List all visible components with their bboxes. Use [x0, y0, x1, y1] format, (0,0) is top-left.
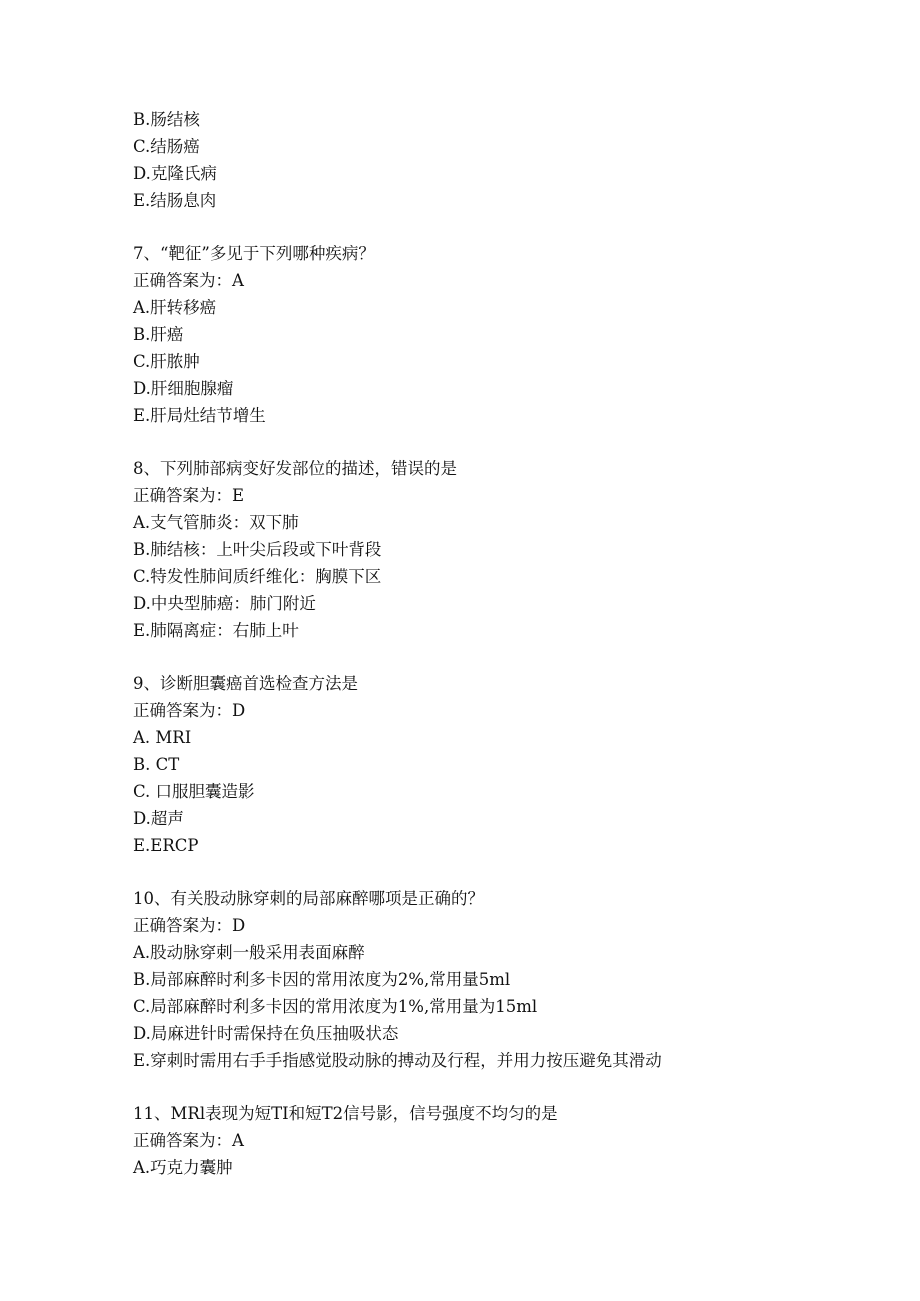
question-stem: 9、诊断胆囊癌首选检查方法是 — [133, 674, 358, 693]
option: C.肝脓肿 — [133, 352, 200, 371]
option: B. CT — [133, 755, 180, 774]
option: A.股动脉穿刺一般采用表面麻醉 — [133, 943, 365, 962]
option: C.结肠癌 — [133, 137, 200, 156]
option: E.穿刺时需用右手手指感觉股动脉的搏动及行程，并用力按压避免其滑动 — [133, 1051, 662, 1070]
option: D.克隆氏病 — [133, 164, 217, 183]
option: E.结肠息肉 — [133, 191, 217, 210]
question-8 — [133, 455, 873, 644]
question-7 — [133, 240, 873, 429]
correct-answer: 正确答案为：A — [133, 271, 244, 290]
correct-answer: 正确答案为：A — [133, 1131, 244, 1150]
option: A.肝转移癌 — [133, 298, 217, 317]
question-stem: 11、MRl表现为短TI和短T2信号影，信号强度不均匀的是 — [133, 1104, 558, 1123]
option: D.中央型肺癌：肺门附近 — [133, 594, 316, 613]
question-stem: 7、“靶征”多见于下列哪种疾病？ — [133, 244, 375, 263]
option: D.超声 — [133, 809, 184, 828]
option: B.肺结核：上叶尖后段或下叶背段 — [133, 540, 382, 559]
option: B.肠结核 — [133, 110, 200, 129]
option: A.巧克力囊肿 — [133, 1158, 233, 1177]
question-stem: 10、有关股动脉穿刺的局部麻醉哪项是正确的？ — [133, 889, 484, 908]
option: D.肝细胞腺瘤 — [133, 379, 234, 398]
document-page — [133, 106, 873, 1181]
correct-answer: 正确答案为：D — [133, 701, 246, 720]
option: C.局部麻醉时利多卡因的常用浓度为1%,常用量为15ml — [133, 997, 538, 1016]
continued-options — [133, 106, 873, 214]
correct-answer: 正确答案为：E — [133, 486, 245, 505]
option: D.局麻进针时需保持在负压抽吸状态 — [133, 1024, 399, 1043]
option: A. MRI — [133, 728, 192, 747]
question-9 — [133, 670, 873, 859]
option: A.支气管肺炎：双下肺 — [133, 513, 299, 532]
option: B.肝癌 — [133, 325, 184, 344]
question-stem: 8、下列肺部病变好发部位的描述，错误的是 — [133, 459, 457, 478]
option: E.肺隔离症：右肺上叶 — [133, 621, 299, 640]
option: B.局部麻醉时利多卡因的常用浓度为2%,常用量5ml — [133, 970, 511, 989]
question-10 — [133, 885, 873, 1074]
option: E.肝局灶结节增生 — [133, 406, 266, 425]
option: E.ERCP — [133, 836, 199, 855]
correct-answer: 正确答案为：D — [133, 916, 246, 935]
option: C. 口服胆囊造影 — [133, 782, 255, 801]
question-11 — [133, 1100, 873, 1181]
option: C.特发性肺间质纤维化：胸膜下区 — [133, 567, 382, 586]
